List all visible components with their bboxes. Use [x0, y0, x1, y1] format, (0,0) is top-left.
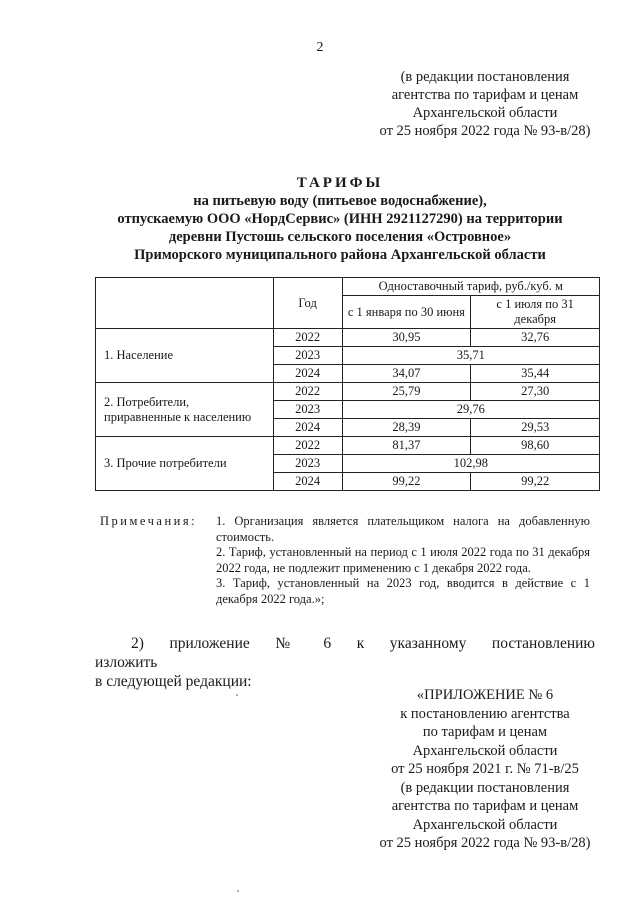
tariff-table: [95, 277, 600, 491]
tariff-cell: 30,95: [342, 329, 471, 347]
appendix-line: к постановлению агентства: [400, 705, 570, 722]
appendix-line: (в редакции постановления: [400, 779, 570, 796]
paragraph-line: 2) приложение № 6 к указанному постановлению изложить: [95, 635, 595, 671]
year-cell: 2023: [273, 455, 342, 473]
header-period-1: с 1 января по 30 июня: [342, 296, 471, 329]
edition-line: Архангельской области: [412, 105, 558, 121]
tariff-cell: 98,60: [471, 437, 600, 455]
tariff-cell: 34,07: [342, 365, 471, 383]
appendix-line: Архангельской области: [412, 742, 558, 759]
tariff-cell: 99,22: [342, 473, 471, 491]
year-cell: 2022: [273, 383, 342, 401]
tariff-cell: 27,30: [471, 383, 600, 401]
year-cell: 2023: [273, 401, 342, 419]
header-period-2: с 1 июля по 31 декабря: [471, 296, 600, 329]
amendment-paragraph: [95, 634, 595, 691]
table-row: [96, 329, 600, 347]
note-item: 2. Тариф, установленный на период с 1 июля 2022 года по 31 декабря 2022 года, не подлежит применению с 1 декабря 2022 года.: [216, 545, 590, 575]
title-line: на питьевую воду (питьевое водоснабжение),: [193, 193, 487, 209]
edition-line: (в редакции постановления: [400, 69, 570, 85]
appendix-line: от 25 ноября 2021 г. № 71-в/25: [391, 761, 579, 777]
table-row: [96, 437, 600, 455]
paragraph-line: в следующей редакции:: [95, 673, 252, 690]
edition-line: агентства по тарифам и ценам: [391, 87, 579, 103]
year-cell: 2024: [273, 419, 342, 437]
header-year: Год: [273, 278, 342, 329]
category-cell: 1. Население: [96, 329, 274, 383]
tariff-cell: 32,76: [471, 329, 600, 347]
appendix-line: по тарифам и ценам: [422, 724, 548, 740]
appendix-header: [370, 686, 600, 853]
title-main: ТАРИФЫ: [296, 175, 384, 191]
edition-line: от 25 ноября 2022 года № 93-в/28): [379, 123, 591, 139]
tariff-cell: 35,44: [471, 365, 600, 383]
header-tariff: Одноставочный тариф, руб./куб. м: [342, 278, 599, 296]
scan-dot: [236, 694, 238, 696]
tariff-cell: 25,79: [342, 383, 471, 401]
year-cell: 2022: [273, 329, 342, 347]
tariff-cell-merged: 35,71: [342, 347, 599, 365]
year-cell: 2022: [273, 437, 342, 455]
page-number: 2: [316, 40, 324, 55]
year-cell: 2024: [273, 473, 342, 491]
tariff-cell-merged: 29,76: [342, 401, 599, 419]
title-line: Приморского муниципального района Архангельской области: [134, 247, 546, 263]
tariff-cell-merged: 102,98: [342, 455, 599, 473]
edition-note: [370, 68, 600, 140]
table-row: [96, 383, 600, 401]
title-line: деревни Пустошь сельского поселения «Островное»: [168, 229, 512, 245]
category-cell: 3. Прочие потребители: [96, 437, 274, 491]
tariff-cell: 99,22: [471, 473, 600, 491]
document-title: [90, 174, 590, 264]
appendix-line: агентства по тарифам и ценам: [391, 798, 579, 814]
title-line: отпускаемую ООО «НордСервис» (ИНН 2921127290) на территории: [117, 211, 563, 227]
note-item: 1. Организация является плательщиком налога на добавленную стоимость.: [216, 514, 590, 544]
appendix-line: «ПРИЛОЖЕНИЕ № 6: [416, 687, 554, 703]
notes-body: [216, 514, 590, 607]
year-cell: 2024: [273, 365, 342, 383]
table-header-row: [96, 278, 600, 296]
appendix-line: Архангельской области: [412, 816, 558, 833]
tariff-cell: 29,53: [471, 419, 600, 437]
year-cell: 2023: [273, 347, 342, 365]
appendix-line: от 25 ноября 2022 года № 93-в/28): [379, 835, 591, 851]
scan-dot: [237, 890, 239, 892]
note-item: 3. Тариф, установленный на 2023 год, вводится в действие с 1 декабря 2022 года.»;: [216, 576, 590, 606]
category-cell: 2. Потребители, приравненные к населению: [96, 383, 274, 437]
tariff-cell: 28,39: [342, 419, 471, 437]
header-category: [96, 278, 274, 329]
notes-label: Примечания:: [100, 514, 198, 528]
tariff-cell: 81,37: [342, 437, 471, 455]
